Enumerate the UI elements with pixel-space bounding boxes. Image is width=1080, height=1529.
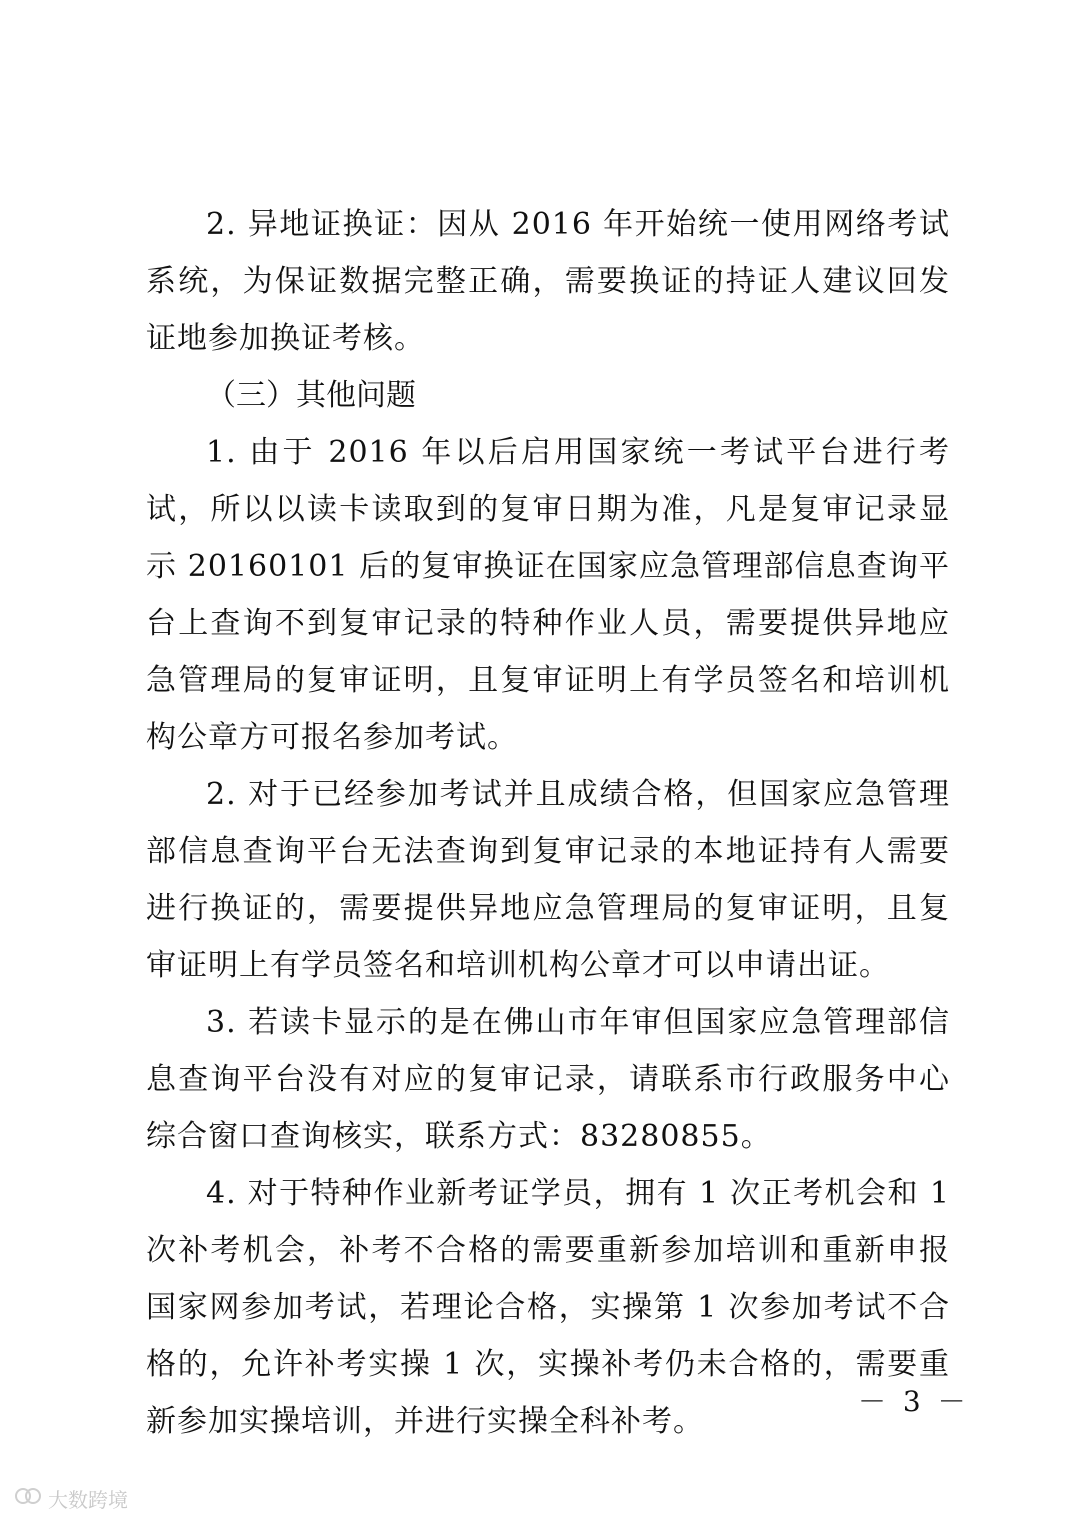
page-number: － 3 －: [858, 1385, 970, 1418]
brand-logo-icon: [14, 1482, 42, 1515]
paragraph-item-1: 1. 由于 2016 年以后启用国家统一考试平台进行考试，所以以读卡读取到的复审日期为准，凡是复审记录显示 20160101 后的复审换证在国家应急管理部信息查询平台上查询不到复审记录的特种作业人员，需要提供异地应急管理局的复审证明，且复审证明上有学员签名和培训机构公章方可报名参加考试。: [146, 435, 950, 755]
document-body: [146, 196, 950, 1450]
section-heading-other-issues: （三）其他问题: [206, 378, 416, 413]
watermark-text: 大数跨境: [48, 1488, 128, 1512]
paragraph-item-3: 3. 若读卡显示的是在佛山市年审但国家应急管理部信息查询平台没有对应的复审记录，请联系市行政服务中心综合窗口查询核实，联系方式：83280855。: [146, 1005, 950, 1154]
watermark: [14, 1482, 128, 1515]
paragraph-item-4: 4. 对于特种作业新考证学员，拥有 1 次正考机会和 1 次补考机会，补考不合格的需要重新参加培训和重新申报国家网参加考试，若理论合格，实操第 1 次参加考试不合格的，允许补考实操 1 次，实操补考仍未合格的，需要重新参加实操培训，并进行实操全科补考。: [146, 1176, 950, 1439]
paragraph-remote-certificate-renewal: 2. 异地证换证：因从 2016 年开始统一使用网络考试系统，为保证数据完整正确，需要换证的持证人建议回发证地参加换证考核。: [146, 207, 950, 356]
paragraph-item-2: 2. 对于已经参加考试并且成绩合格，但国家应急管理部信息查询平台无法查询到复审记录的本地证持有人需要进行换证的，需要提供异地应急管理局的复审证明，且复审证明上有学员签名和培训机构公章才可以申请出证。: [146, 777, 950, 983]
